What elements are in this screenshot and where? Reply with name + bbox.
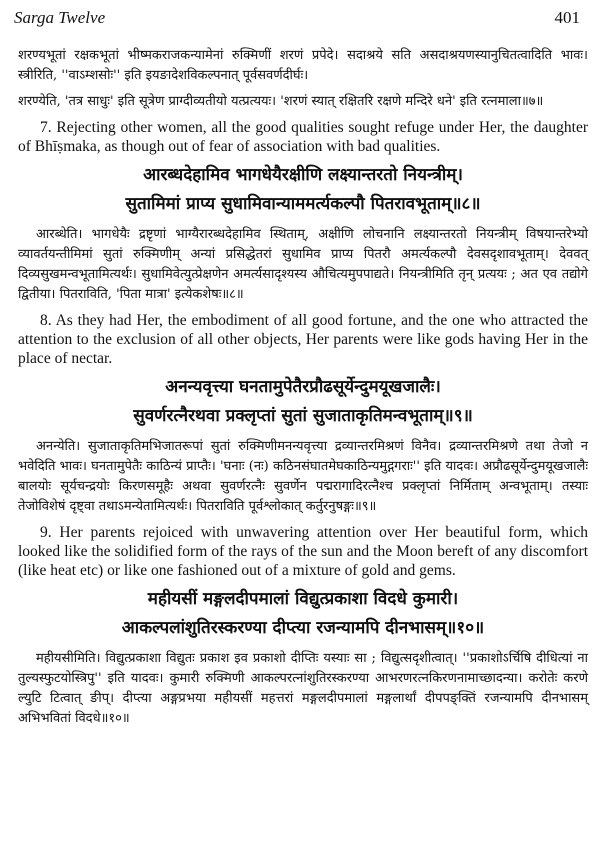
translation-7: 7. Rejecting other women, all the good qualities sought refuge under Her, the daughter of Bhīṣmaka, as though out of fear of association with bad qualities.	[18, 119, 588, 155]
verse-8-line-2: सुतामिमां प्राप्य सुधामिवान्याममर्त्यकल्पौ पितरावभूताम्॥८॥	[125, 194, 481, 214]
verse-10-line-2: आकल्पलांशुतिरस्करण्या दीप्त्या रजन्यामपि दीनभासम्॥१०॥	[121, 618, 485, 638]
commentary-6-part-2: शरण्येति, 'तत्र साधुः' इति सूत्रेण प्राग्दीव्यतीयो यत्प्रत्ययः। 'शरणं स्यात् रक्षितरि रक्षणे मन्दिरे धने' इति रत्नमाला॥७॥	[18, 94, 544, 109]
verse-9-line-1: अनन्यवृत्त्या घनतामुपेतैरप्रौढसूर्येन्दुमयूखजालैः।	[165, 377, 441, 397]
commentary-6-part-1: शरण्यभूतां रक्षकभूतां भीष्मकराजकन्यामेनां रुक्मिणीं शरणं प्रपेदे। सदाश्रये सति असदाश्रयणस्यानुचितत्वादिति भावः। स्त्रीरिति, ''वाऽम्शसोः'' इति इयङादेशविकल्पनात् पूर्वसवर्णदीर्घः।	[18, 48, 588, 83]
commentary-9: अनन्येति। सुजाताकृतिमभिजातरूपां सुतां रुक्मिणीमनन्यवृत्त्या द्रव्यान्तरमिश्रणं विनैव। द्रव्यान्तरमिश्रणे तथा तेजो न भवेदिति भावः। घनतामुपेतैः काठिन्यं प्राप्तैः। 'घनाः (नः) कठिनसंघातमेघकाठिन्यमुद्गगराः'' इति यादवः। अप्रौढसूर्येन्दुमयूखजालैः बालयोः सूर्यचन्द्रयोः किरणसमूहैः अथवा सुवर्णरत्नैः सुवर्णेन पद्मरागादिरत्नैश्च प्रक्लृप्तां निर्मिताम् अन्वभूताम्। तस्याः तेजोविशेषं दृष्ट्वा तथाऽमन्येतामित्यर्थः। पितराविति पूर्वश्लोकात् कर्तुरनुषङ्गः॥९॥	[18, 439, 588, 514]
verse-10-line-1: महीयसीं मङ्गलदीपमालां विद्युत्प्रकाशा विदधे कुमारी।	[147, 589, 459, 609]
verse-8-line-1: आरब्धदेहामिव भागधेयैरक्षीणि लक्ष्यान्तरतो नियन्त्रीम्।	[143, 165, 463, 185]
commentary-8: आरब्धेति। भागधेयैः द्रष्टृणां भाग्यैरारब्धदेहामिव स्थिताम्, अक्षीणि लोचनानि लक्ष्यान्तरतो नियन्त्रीम् विषयान्तरेभ्यो व्यावर्तयन्तीमिमां सुतां रुक्मिणीम् अन्यां प्रसिद्धेतरां सुधामिव प्राप्य पितरौ अमर्त्यकल्पौ देवसदृशावभूताम्। देववत् दिव्यसुखमन्वभूतामित्यर्थः। सुधामिवेत्युत्प्रेक्षणेन अमर्त्यसादृश्यस्य औचित्यमुपपाद्यते। नियन्त्रीमिति तृन् प्रत्ययः ; अत एव तद्योगे द्वितीया। पितराविति, 'पिता मात्रा' इत्येकशेषः॥८॥	[18, 227, 588, 302]
page-body	[18, 46, 588, 735]
translation-8: 8. As they had Her, the embodiment of all good fortune, and the one who attracted the attention to the exclusion of all other objects, Her parents were like gods having Her in the place of nectar.	[18, 312, 588, 367]
page-number: 401	[554, 8, 580, 27]
verse-9-line-2: सुवर्णरत्नैरथवा प्रक्लृप्तां सुतां सुजाताकृतिमन्वभूताम्॥९॥	[133, 406, 473, 426]
running-header	[14, 8, 580, 32]
translation-9: 9. Her parents rejoiced with unwavering attention over Her beautiful form, which looked like the solidified form of the rays of the sun and the Moon bereft of any discomfort (like heat etc) or like one fashioned out of a mixture of gold and gems.	[18, 524, 588, 579]
commentary-10: महीयसीमिति। विद्युत्प्रकाशा विद्युतः प्रकाश इव प्रकाशो दीप्तिः यस्याः सा ; विद्युत्सदृशीत्वात्। ''प्रकाशोऽर्चिषि दीधित्यां ना तुल्यस्फुटयोस्त्रिपु'' इति यादवः। कुमारी रुक्मिणी आकल्परत्नांशुतिरस्करण्या आभरणरत्नकिरणनामाच्छादन्या। करोतेः करणे ल्युटि टित्वात् ङीप्। दीप्त्या अङ्गप्रभया महीयसीं महत्तरां मङ्गलदीपमालां मङ्गलार्थां दीपपङ्क्तिं रजन्यामपि दीनभासम् अभिभवितां विदधे॥१०॥	[18, 651, 588, 726]
header-title: Sarga Twelve	[14, 8, 106, 27]
